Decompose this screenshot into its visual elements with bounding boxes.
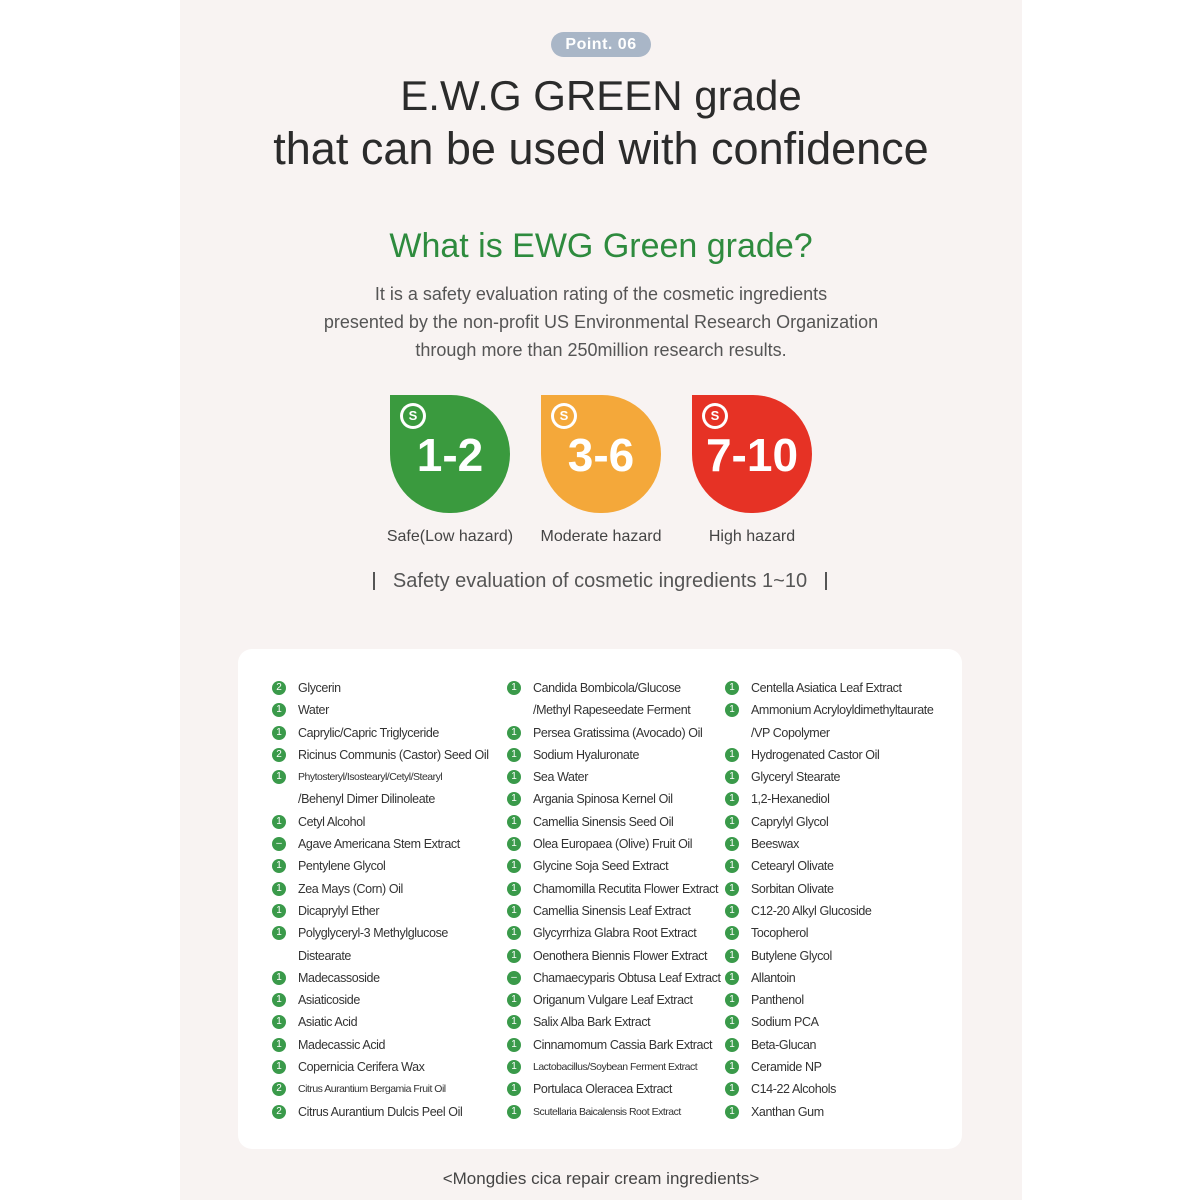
- hazard-label-high: High hazard: [708, 528, 796, 545]
- ingredient-name: Citrus Aurantium Dulcis Peel Oil: [298, 1104, 463, 1119]
- grade-badge: 1: [507, 815, 521, 829]
- grade-badge: 1: [725, 1015, 739, 1029]
- caption: <Mongdies cica repair cream ingredients>: [442, 1169, 760, 1188]
- ingredient-name: Argania Spinosa Kernel Oil: [533, 792, 673, 807]
- grade-badge: 1: [507, 1060, 521, 1074]
- ingredient-name: Beta-Glucan: [751, 1037, 817, 1052]
- safety-s-icon: [701, 402, 729, 430]
- ingredient-name: Scutellaria Baicalensis Root Extract: [533, 1105, 681, 1118]
- svg-text:S: S: [559, 408, 569, 423]
- grade-badge: 1: [272, 726, 286, 740]
- grade-badge: 1: [507, 926, 521, 940]
- grade-badge: 1: [725, 815, 739, 829]
- grade-badge: 1: [507, 837, 521, 851]
- ingredient-name: Sea Water: [533, 770, 588, 785]
- ingredient-name: /Methyl Rapeseedate Ferment: [533, 703, 691, 718]
- grade-badge: 1: [272, 859, 286, 873]
- ingredient-name: Glycerin: [298, 681, 341, 695]
- ingredient-name: Caprylic/Capric Triglyceride: [298, 725, 439, 740]
- ingredient-name: Cetyl Alcohol: [298, 814, 366, 829]
- ingredient-name: Cinnamomum Cassia Bark Extract: [533, 1037, 713, 1052]
- ingredient-name: Persea Gratissima (Avocado) Oil: [533, 725, 703, 740]
- ingredient-name: /VP Copolymer: [751, 725, 830, 740]
- grade-badge: 1: [507, 726, 521, 740]
- grade-badge: 1: [725, 949, 739, 963]
- ingredient-name: Phytosteryl/Isostearyl/Cetyl/Stearyl: [298, 771, 443, 784]
- ingredient-name: Tocopherol: [751, 926, 809, 941]
- ingredient-name: Sodium PCA: [751, 1015, 819, 1030]
- grade-badge: 1: [725, 703, 739, 717]
- ingredient-name: Centella Asiatica Leaf Extract: [751, 681, 902, 695]
- ingredient-name: C14-22 Alcohols: [751, 1082, 837, 1097]
- ingredient-name: Madecassic Acid: [298, 1037, 386, 1052]
- ingredient-name: Candida Bombicola/Glucose: [533, 681, 681, 695]
- safety-s-icon: [399, 402, 427, 430]
- point-badge: Point. 06: [551, 32, 651, 57]
- scale-note-text: Safety evaluation of cosmetic ingredients 1~10: [392, 570, 808, 592]
- grade-badge: 1: [725, 1038, 739, 1052]
- page-title: E.W.G GREEN grade: [400, 72, 802, 119]
- grade-badge: 1: [272, 815, 286, 829]
- grade-badge: –: [272, 837, 286, 851]
- ingredient-name: Copernicia Cerifera Wax: [298, 1060, 425, 1075]
- grade-badge: 2: [272, 1105, 286, 1119]
- grade-badge: 1: [272, 926, 286, 940]
- ingredient-name: Polyglyceryl-3 Methylglucose: [298, 926, 448, 941]
- ingredient-name: Portulaca Oleracea Extract: [533, 1082, 672, 1097]
- grade-badge: 2: [272, 1082, 286, 1096]
- ingredient-name: Zea Mays (Corn) Oil: [298, 881, 403, 896]
- ingredient-name: Chamomilla Recutita Flower Extract: [533, 881, 719, 896]
- grade-badge: 1: [507, 748, 521, 762]
- ingredient-name: Cetearyl Olivate: [751, 859, 834, 874]
- ingredient-name: Lactobacillus/Soybean Ferment Extract: [533, 1061, 698, 1074]
- grade-badge: 1: [725, 993, 739, 1007]
- grade-badge: 1: [725, 770, 739, 784]
- ingredient-name: Camellia Sinensis Leaf Extract: [533, 903, 691, 918]
- ingredient-name: Glyceryl Stearate: [751, 770, 841, 785]
- grade-badge: 1: [725, 1060, 739, 1074]
- grade-badge: 1: [725, 1105, 739, 1119]
- ingredient-name: Chamaecyparis Obtusa Leaf Extract: [533, 970, 721, 985]
- description: [180, 280, 1022, 364]
- grade-badge: 1: [507, 770, 521, 784]
- hazard-label-low: Safe(Low hazard): [386, 528, 514, 545]
- grade-badge: 1: [725, 792, 739, 806]
- hazard-badge-moderate: [541, 395, 661, 513]
- ingredient-name: Agave Americana Stem Extract: [298, 837, 460, 852]
- ingredient-name: Oenothera Biennis Flower Extract: [533, 948, 708, 963]
- grade-badge: 1: [725, 926, 739, 940]
- ingredient-name: Butylene Glycol: [751, 948, 832, 963]
- ingredient-name: Asiatic Acid: [298, 1015, 358, 1030]
- ingredient-name: Ammonium Acryloyldimethyltaurate: [751, 703, 934, 718]
- grade-badge: 1: [272, 882, 286, 896]
- grade-badge: 1: [507, 1082, 521, 1096]
- grade-badge: 2: [272, 681, 286, 695]
- grade-badge: 1: [725, 1082, 739, 1096]
- grade-badge: 1: [507, 1015, 521, 1029]
- grade-badge: 1: [272, 904, 286, 918]
- hazard-badge-high: [692, 395, 812, 513]
- grade-badge: 1: [507, 681, 521, 695]
- section-heading: What is EWG Green grade?: [389, 227, 813, 265]
- description-line: presented by the non-profit US Environmental Research Organization: [323, 312, 879, 332]
- grade-badge: 1: [507, 1038, 521, 1052]
- ingredient-name: Ricinus Communis (Castor) Seed Oil: [298, 747, 489, 762]
- page-subtitle: that can be used with confidence: [273, 123, 929, 174]
- grade-badge: 1: [507, 792, 521, 806]
- grade-badge: 1: [725, 882, 739, 896]
- grade-badge: 1: [507, 949, 521, 963]
- grade-badge: 1: [507, 993, 521, 1007]
- hazard-range: 3-6: [567, 429, 635, 481]
- ingredient-name: /Behenyl Dimer Dilinoleate: [298, 792, 435, 807]
- description-line: It is a safety evaluation rating of the cosmetic ingredients: [374, 284, 828, 304]
- divider: [825, 572, 827, 590]
- description-line: through more than 250million research results.: [415, 340, 787, 360]
- ingredient-name: Xanthan Gum: [751, 1104, 824, 1119]
- grade-badge: 1: [725, 904, 739, 918]
- ingredient-name: Origanum Vulgare Leaf Extract: [533, 993, 693, 1008]
- ingredient-name: Camellia Sinensis Seed Oil: [533, 814, 674, 829]
- ingredient-name: Glycyrrhiza Glabra Root Extract: [533, 926, 697, 941]
- grade-badge: 1: [507, 859, 521, 873]
- hazard-range: 1-2: [416, 429, 484, 481]
- hazard-label-moderate: Moderate hazard: [540, 528, 662, 545]
- grade-badge: 1: [507, 882, 521, 896]
- ingredient-name: Hydrogenated Castor Oil: [751, 747, 880, 762]
- safety-s-icon: [550, 402, 578, 430]
- hazard-range: 7-10: [705, 429, 799, 481]
- scale-note: [360, 566, 840, 596]
- ingredient-name: Sorbitan Olivate: [751, 881, 834, 896]
- ingredient-name: Ceramide NP: [751, 1060, 822, 1075]
- grade-badge: –: [507, 971, 521, 985]
- grade-badge: 1: [272, 1038, 286, 1052]
- grade-badge: 1: [725, 859, 739, 873]
- ingredient-name: Glycine Soja Seed Extract: [533, 859, 669, 874]
- grade-badge: 1: [272, 1060, 286, 1074]
- ingredient-name: Beeswax: [751, 837, 799, 852]
- ingredient-name: Caprylyl Glycol: [751, 814, 829, 829]
- grade-badge: 1: [272, 993, 286, 1007]
- ingredient-name: Panthenol: [751, 993, 804, 1008]
- ingredient-name: Olea Europaea (Olive) Fruit Oil: [533, 837, 693, 852]
- grade-badge: 1: [507, 904, 521, 918]
- grade-badge: 1: [725, 748, 739, 762]
- ingredient-name: Asiaticoside: [298, 993, 360, 1008]
- ingredient-name: Pentylene Glycol: [298, 859, 386, 874]
- ingredient-name: Salix Alba Bark Extract: [533, 1015, 651, 1030]
- grade-badge: 1: [725, 681, 739, 695]
- ingredient-name: Madecassoside: [298, 970, 380, 985]
- grade-badge: 1: [272, 971, 286, 985]
- ingredient-name: Water: [298, 703, 329, 718]
- hazard-badge-low: [390, 395, 510, 513]
- grade-badge: 1: [272, 703, 286, 717]
- grade-badge: 1: [272, 1015, 286, 1029]
- grade-badge: 1: [725, 837, 739, 851]
- grade-badge: 1: [725, 971, 739, 985]
- ingredients-card: [238, 649, 962, 1149]
- ingredient-name: Distearate: [298, 948, 351, 963]
- ingredient-name: Dicaprylyl Ether: [298, 903, 380, 918]
- grade-badge: 2: [272, 748, 286, 762]
- ingredient-name: Citrus Aurantium Bergamia Fruit Oil: [298, 1083, 446, 1096]
- ingredient-name: Allantoin: [751, 970, 796, 985]
- ingredient-name: 1,2-Hexanediol: [751, 792, 830, 807]
- svg-text:S: S: [408, 408, 418, 423]
- ingredient-name: C12-20 Alkyl Glucoside: [751, 903, 872, 918]
- grade-badge: 1: [507, 1105, 521, 1119]
- svg-text:S: S: [710, 408, 720, 423]
- grade-badge: 1: [272, 770, 286, 784]
- ingredient-name: Sodium Hyaluronate: [533, 747, 640, 762]
